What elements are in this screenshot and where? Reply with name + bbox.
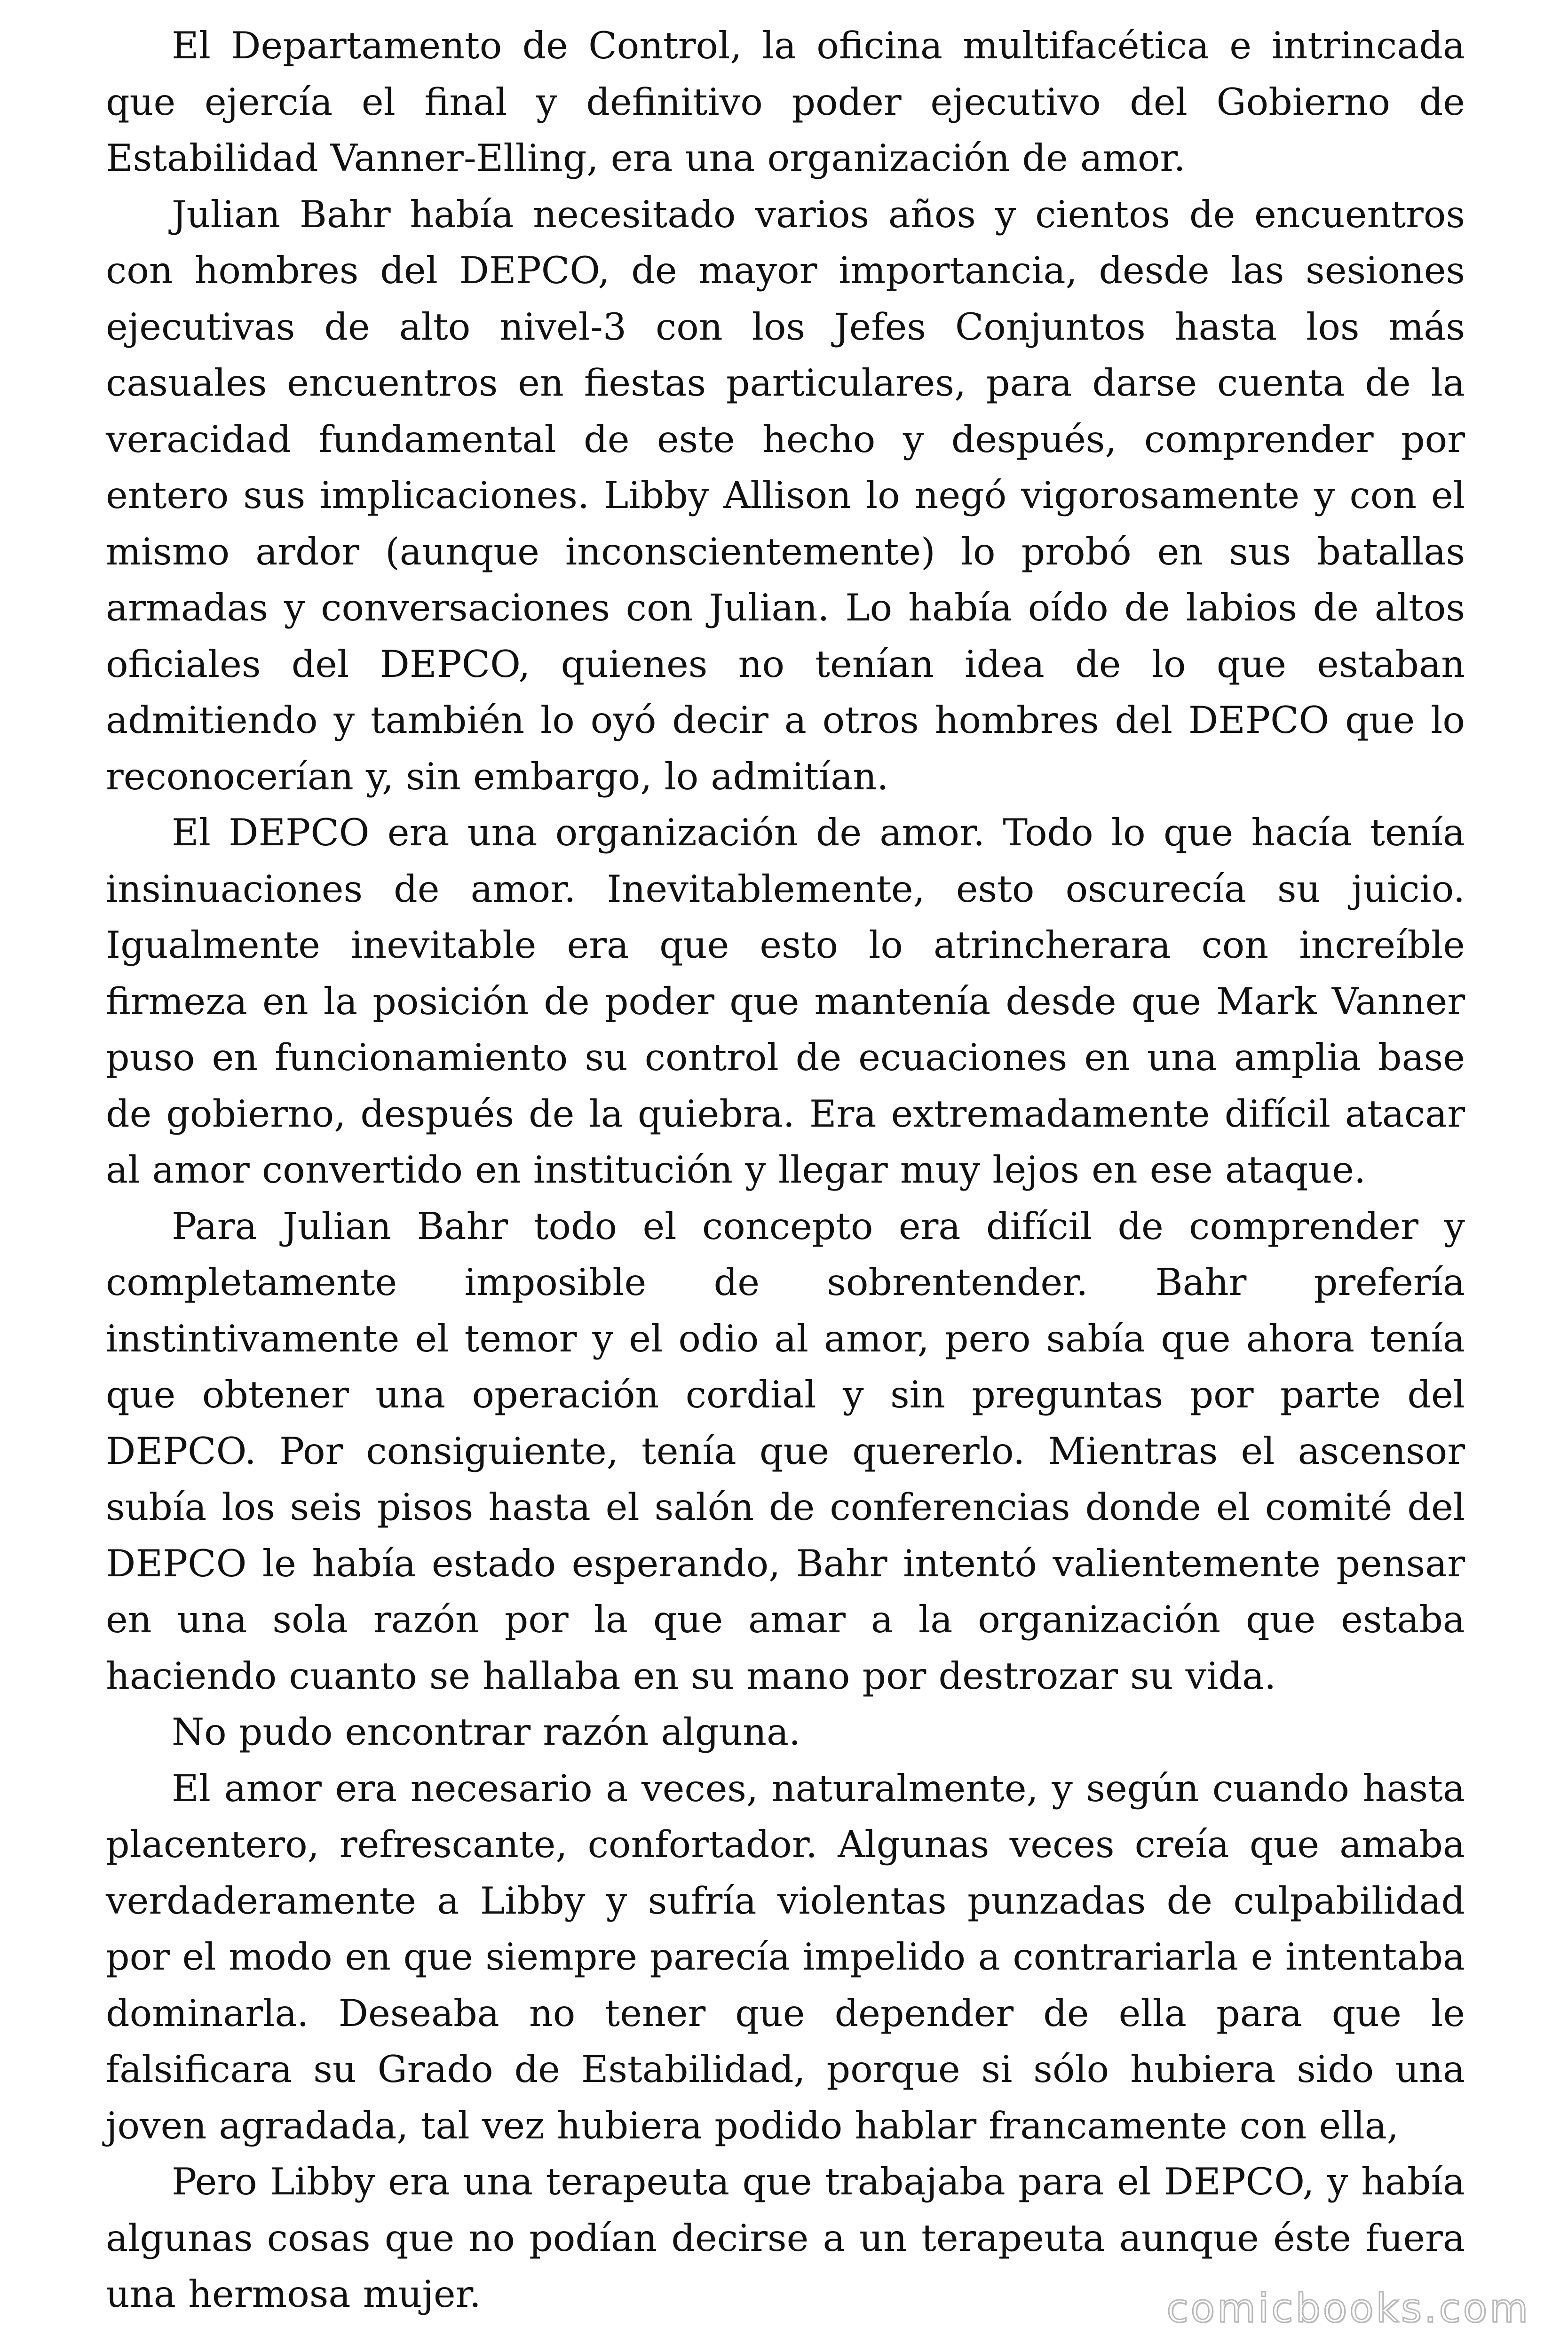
paragraph-1: El Departamento de Control, la oficina multifacética e intrincada que ejercía el final y definitivo poder ejecutivo del Gobierno de Estabilidad Vanner-Elling, era una organización de amor.	[106, 24, 1465, 180]
paragraph-3: El DEPCO era una organización de amor. Todo lo que hacía tenía insinuaciones de amor. Inevitablemente, esto oscurecía su juicio. Igualmente inevitable era que esto lo atrincherara con increíble firmeza en la posición de poder que mantenía desde que Mark Vanner puso en funcionamiento su control de ecuaciones en una amplia base de gobierno, después de la quiebra. Era extremadamente difícil atacar al amor convertido en institución y llegar muy lejos en ese ataque.	[106, 811, 1465, 1192]
paragraph-5: No pudo encontrar razón alguna.	[172, 1710, 801, 1754]
watermark: comicbooks.com	[1166, 2285, 1530, 2331]
paragraph-7: Pero Libby era una terapeuta que trabajaba para el DEPCO, y había algunas cosas que no podían decirse a un terapeuta aunque éste fuera una hermosa mujer.	[106, 2160, 1465, 2316]
document-page	[106, 18, 1465, 2323]
paragraph-4: Para Julian Bahr todo el concepto era difícil de comprender y completamente imposible de sobrentender. Bahr prefería instintivamente el temor y el odio al amor, pero sabía que ahora tenía que obtener una operación cordial y sin preguntas por parte del DEPCO. Por consiguiente, tenía que quererlo. Mientras el ascensor subía los seis pisos hasta el salón de conferencias donde el comité del DEPCO le había estado esperando, Bahr intentó valientemente pensar en una sola razón por la que amar a la organización que estaba haciendo cuanto se hallaba en su mano por destrozar su vida.	[106, 1204, 1465, 1698]
paragraph-6: El amor era necesario a veces, naturalmente, y según cuando hasta placentero, refrescante, confortador. Algunas veces creía que amaba verdaderamente a Libby y sufría violentas punzadas de culpabilidad por el modo en que siempre parecía impelido a contrariarla e intentaba dominarla. Deseaba no tener que depender de ella para que le falsificara su Grado de Estabilidad, porque si sólo hubiera sido una joven agradada, tal vez hubiera podido hablar francamente con ella,	[106, 1766, 1465, 2147]
paragraph-2: Julian Bahr había necesitado varios años y cientos de encuentros con hombres del DEPCO, de mayor importancia, desde las sesiones ejecutivas de alto nivel-3 con los Jefes Conjuntos hasta los más casuales encuentros en fiestas particulares, para darse cuenta de la veracidad fundamental de este hecho y después, comprender por entero sus implicaciones. Libby Allison lo negó vigorosamente y con el mismo ardor (aunque inconscientemente) lo probó en sus batallas armadas y conversaciones con Julian. Lo había oído de labios de altos oficiales del DEPCO, quienes no tenían idea de lo que estaban admitiendo y también lo oyó decir a otros hombres del DEPCO que lo reconocerían y, sin embargo, lo admitían.	[106, 192, 1465, 798]
